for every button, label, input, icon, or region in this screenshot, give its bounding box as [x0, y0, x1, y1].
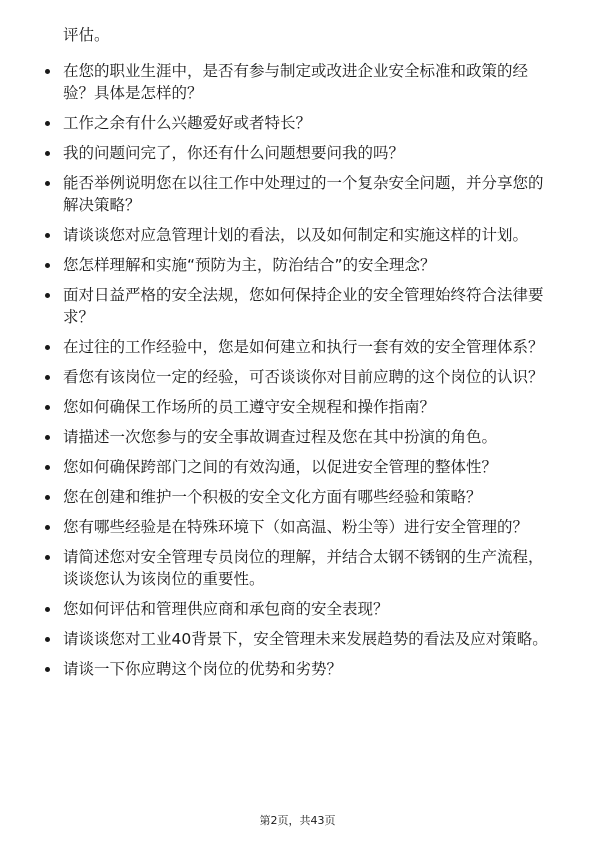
question-item [45, 366, 555, 388]
question-text: 面对日益严格的安全法规，您如何保持企业的安全管理始终符合法律要求？ [63, 286, 544, 326]
question-text: 您有哪些经验是在特殊环境下（如高温、粉尘等）进行安全管理的？ [63, 518, 529, 536]
bullet-icon [45, 637, 50, 642]
bullet-icon [45, 121, 50, 126]
bullet-icon [45, 293, 50, 298]
bullet-icon [45, 435, 50, 440]
question-item [45, 60, 555, 104]
question-item [45, 284, 555, 328]
question-text: 在您的职业生涯中，是否有参与制定或改进企业安全标准和政策的经验？具体是怎样的？ [63, 62, 529, 102]
question-list-container [45, 24, 555, 688]
bullet-icon [45, 151, 50, 156]
question-item [45, 658, 555, 680]
question-text: 您如何确保跨部门之间的有效沟通，以促进安全管理的整体性？ [63, 458, 498, 476]
question-list [45, 60, 555, 680]
bullet-icon [45, 263, 50, 268]
question-text: 在过往的工作经验中，您是如何建立和执行一套有效的安全管理体系？ [63, 338, 544, 356]
question-item [45, 598, 555, 620]
question-item [45, 172, 555, 216]
question-item [45, 546, 555, 590]
question-text: 请谈一下你应聘这个岗位的优势和劣势？ [63, 660, 343, 678]
bullet-icon [45, 495, 50, 500]
bullet-icon [45, 465, 50, 470]
question-text: 请谈谈您对应急管理计划的看法，以及如何制定和实施这样的计划。 [63, 226, 529, 244]
question-item [45, 112, 555, 134]
question-text: 工作之余有什么兴趣爱好或者特长？ [63, 114, 312, 132]
question-text: 您如何评估和管理供应商和承包商的安全表现？ [63, 600, 389, 618]
question-item [45, 336, 555, 358]
question-item [45, 224, 555, 246]
question-text: 请简述您对安全管理专员岗位的理解，并结合太钢不锈钢的生产流程，谈谈您认为该岗位的重要性。 [63, 548, 544, 588]
question-item [45, 254, 555, 276]
bullet-icon [45, 181, 50, 186]
question-text: 看您有该岗位一定的经验，可否谈谈你对目前应聘的这个岗位的认识？ [63, 368, 544, 386]
bullet-icon [45, 405, 50, 410]
question-item [45, 456, 555, 478]
question-text: 您如何确保工作场所的员工遵守安全规程和操作指南？ [63, 398, 436, 416]
bullet-icon [45, 345, 50, 350]
bullet-icon [45, 69, 50, 74]
bullet-icon [45, 233, 50, 238]
question-item [45, 486, 555, 508]
bullet-icon [45, 525, 50, 530]
question-text: 我的问题问完了，你还有什么问题想要问我的吗？ [63, 144, 405, 162]
question-item [45, 426, 555, 448]
question-item [45, 142, 555, 164]
question-text: 能否举例说明您在以往工作中处理过的一个复杂安全问题，并分享您的解决策略？ [63, 174, 544, 214]
bullet-icon [45, 375, 50, 380]
question-text: 请描述一次您参与的安全事故调查过程及您在其中扮演的角色。 [63, 428, 498, 446]
page-number-footer: 第2页，共43页 [259, 814, 336, 827]
bullet-icon [45, 555, 50, 560]
continuation-text: 评估。 [63, 26, 110, 44]
question-item [45, 516, 555, 538]
question-text: 请谈谈您对工业40背景下，安全管理未来发展趋势的看法及应对策略。 [63, 630, 548, 648]
question-text: 您怎样理解和实施“预防为主，防治结合”的安全理念？ [63, 256, 436, 274]
question-item [45, 628, 555, 650]
bullet-icon [45, 607, 50, 612]
question-text: 您在创建和维护一个积极的安全文化方面有哪些经验和策略？ [63, 488, 482, 506]
bullet-icon [45, 667, 50, 672]
question-item [45, 396, 555, 418]
